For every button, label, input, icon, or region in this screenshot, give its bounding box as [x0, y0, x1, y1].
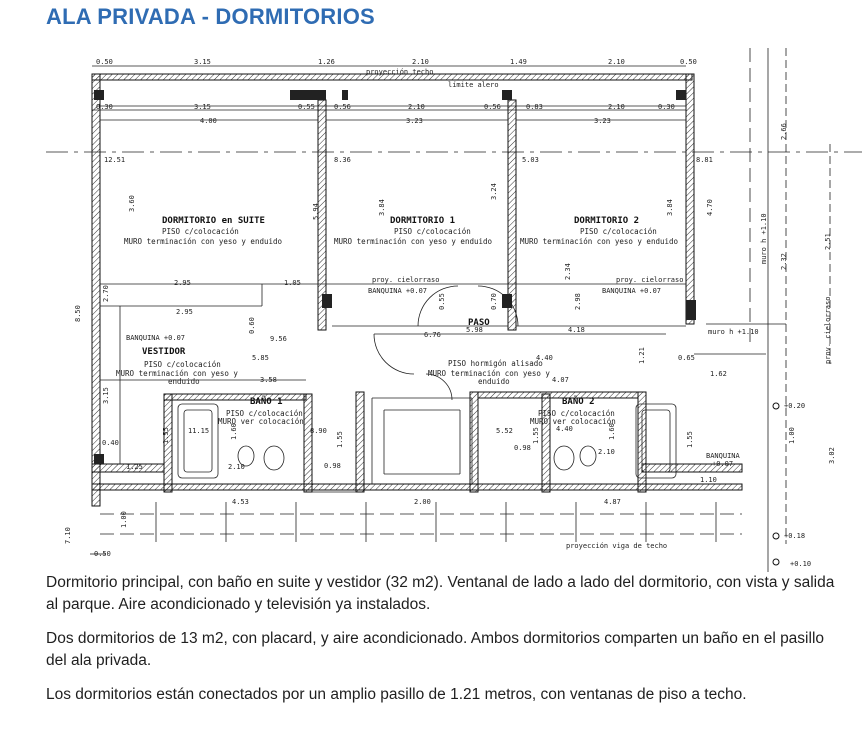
room-floor: PISO c/colocación [394, 227, 471, 236]
paragraph-dormitorios: Dos dormitorios de 13 m2, con placard, y aire acondicionado. Ambos dormitorios comparten un baño en el pasillo del ala privada. [46, 630, 825, 669]
annotation: límite alero [448, 81, 499, 89]
dim: 3.15 [194, 58, 211, 66]
room-name: BAÑO 2 [562, 397, 595, 407]
annotation: BANQUINA +0.07 [602, 287, 662, 295]
dim: 0.55 [438, 293, 446, 310]
dim: 1.60 [608, 423, 616, 440]
annotation: proy. cielorraso [616, 276, 684, 284]
dim: 2.10 [412, 58, 429, 66]
level-markers [773, 403, 779, 565]
dim: 4.07 [552, 376, 569, 384]
room-floor: PISO c/colocación [162, 227, 239, 236]
dim: 0.60 [248, 317, 256, 334]
dim: 0.65 [678, 354, 695, 362]
dim: 0.40 [102, 439, 119, 447]
room-name: BAÑO 1 [250, 397, 283, 407]
room-floor: PISO c/colocación [580, 227, 657, 236]
dim: +0.10 [790, 560, 812, 568]
dim: 1.26 [318, 58, 335, 66]
room-wall: MURO terminación con yeso y enduido [520, 237, 679, 246]
description [46, 572, 836, 718]
dim: 2.10 [228, 463, 245, 471]
dim: 0.98 [324, 462, 341, 470]
annotation: muro h +1.10 [760, 213, 768, 264]
plan-annotations [126, 68, 832, 550]
dim: 2.10 [608, 103, 625, 111]
annotation: prov. cielorraso [824, 296, 832, 364]
dim: 8.81 [696, 156, 713, 164]
room-name: DORMITORIO 2 [574, 216, 640, 226]
annotation: muro h +1.10 [708, 328, 759, 336]
dim: 6.76 [424, 331, 441, 339]
dim: 4.00 [200, 117, 217, 125]
dimensions [64, 58, 836, 568]
dim: 0.30 [658, 103, 675, 111]
room-wall: MURO terminación con yeso y enduido [124, 237, 283, 246]
dim: 3.24 [490, 183, 498, 200]
annotation: proyección techo [366, 68, 434, 76]
dim: 4.53 [232, 498, 249, 506]
dim: 2.66 [780, 123, 788, 140]
dim: 1.62 [710, 370, 727, 378]
dim: 2.00 [414, 498, 431, 506]
dim: 2.10 [598, 448, 615, 456]
room-name: PASO [468, 318, 490, 328]
room-floor: PISO c/colocación [226, 409, 303, 418]
paragraph-suite: Dormitorio principal, con baño en suite y vestidor (32 m2). Ventanal de lado a lado del dormitorio, con vista y salida al parque. Aire acondicionado y televisión ya instalados. [46, 574, 835, 613]
dim: 0.50 [680, 58, 697, 66]
page-title: ALA PRIVADA - DORMITORIOS [46, 4, 375, 29]
dim: 2.32 [780, 253, 788, 270]
dim: 2.10 [408, 103, 425, 111]
dim: +0.18 [784, 532, 806, 540]
dim: 1.05 [284, 279, 301, 287]
annotation: BANQUINA +0.07 [368, 287, 428, 295]
room-name: DORMITORIO en SUITE [162, 216, 265, 226]
dim: 2.95 [176, 308, 193, 316]
paragraph-pasillo: Los dormitorios están conectados por un amplio pasillo de 1.21 metros, con ventanas de piso a techo. [46, 686, 747, 703]
dim: +0.20 [784, 402, 806, 410]
dim: 3.84 [378, 199, 386, 216]
dim: 1.55 [336, 431, 344, 448]
dim: 5.52 [496, 427, 513, 435]
dim: 2.51 [824, 233, 832, 250]
dim: 2.70 [102, 285, 110, 302]
room-dormitorio-1 [334, 216, 493, 246]
dim: 2.10 [608, 58, 625, 66]
annotation: BANQUINA +0.07 [126, 334, 186, 342]
room-dormitorio-suite [124, 216, 283, 246]
dim: 1.25 [126, 463, 143, 471]
room-dormitorio-2 [520, 216, 679, 246]
dim: 0.30 [96, 103, 113, 111]
dim: 8.50 [74, 305, 82, 322]
room-wall-2: enduido [168, 377, 200, 386]
dim: 11.15 [188, 427, 210, 435]
dim: 1.49 [510, 58, 527, 66]
annotation: BANQUINA [706, 452, 740, 460]
room-wall-2: enduido [478, 377, 510, 386]
plan-lines [46, 48, 862, 572]
dim: 3.84 [666, 199, 674, 216]
dim: 8.90 [310, 427, 327, 435]
dim: 0.83 [526, 103, 543, 111]
dim: 1.55 [686, 431, 694, 448]
dim: 1.00 [120, 511, 128, 528]
room-name: VESTIDOR [142, 347, 186, 357]
room-wall: MURO terminación con yeso y enduido [334, 237, 493, 246]
dim: 2.95 [174, 279, 191, 287]
dim: 1.10 [700, 476, 717, 484]
dim: 4.40 [556, 425, 573, 433]
dim: 4.40 [536, 354, 553, 362]
dim: 0.55 [298, 103, 315, 111]
dim: 1.60 [230, 423, 238, 440]
dim: 3.58 [260, 376, 277, 384]
dim: 3.60 [128, 195, 136, 212]
dim: 12.51 [104, 156, 126, 164]
dim: 1.21 [638, 347, 646, 364]
dim: 3.15 [194, 103, 211, 111]
dim: 2.98 [574, 293, 582, 310]
room-paso [428, 318, 550, 386]
dim: 3.23 [594, 117, 611, 125]
dim: 3.15 [102, 387, 110, 404]
dim: 4.87 [604, 498, 621, 506]
dim: 0.56 [484, 103, 501, 111]
annotation: proy. cielorraso [372, 276, 440, 284]
room-wall: MURO ver colocación [530, 417, 616, 426]
dim: 5.85 [252, 354, 269, 362]
room-floor: PISO hormigón alisado [448, 359, 543, 368]
dim: 0.98 [514, 444, 531, 452]
dim: 0.56 [334, 103, 351, 111]
dim: 1.55 [162, 427, 170, 444]
room-wall: MURO ver colocación [218, 417, 304, 426]
dim: 4.70 [706, 199, 714, 216]
dim: 1.55 [532, 427, 540, 444]
dim: 0.50 [96, 58, 113, 66]
room-wall: MURO terminación con yeso y [116, 369, 238, 378]
dim: 2.34 [564, 263, 572, 280]
room-floor: PISO c/colocación [538, 409, 615, 418]
dim: 1.00 [788, 427, 796, 444]
dim: 3.02 [828, 447, 836, 464]
annotation: proyección viga de techo [566, 542, 668, 550]
room-wall: MURO terminación con yeso y [428, 369, 550, 378]
dim: 0.50 [94, 550, 111, 558]
dim: 0.70 [490, 293, 498, 310]
dim: 5.94 [312, 203, 320, 220]
room-floor: PISO c/colocación [144, 360, 221, 369]
dim: 8.36 [334, 156, 351, 164]
dim: 7.10 [64, 527, 72, 544]
dim: 9.56 [270, 335, 287, 343]
dim: 5.03 [522, 156, 539, 164]
dim: 4.18 [568, 326, 585, 334]
dim: 5.98 [466, 326, 483, 334]
floor-plan [46, 44, 862, 572]
room-name: DORMITORIO 1 [390, 216, 456, 226]
annotation: +0.07 [712, 460, 734, 468]
dim: 3.23 [406, 117, 423, 125]
